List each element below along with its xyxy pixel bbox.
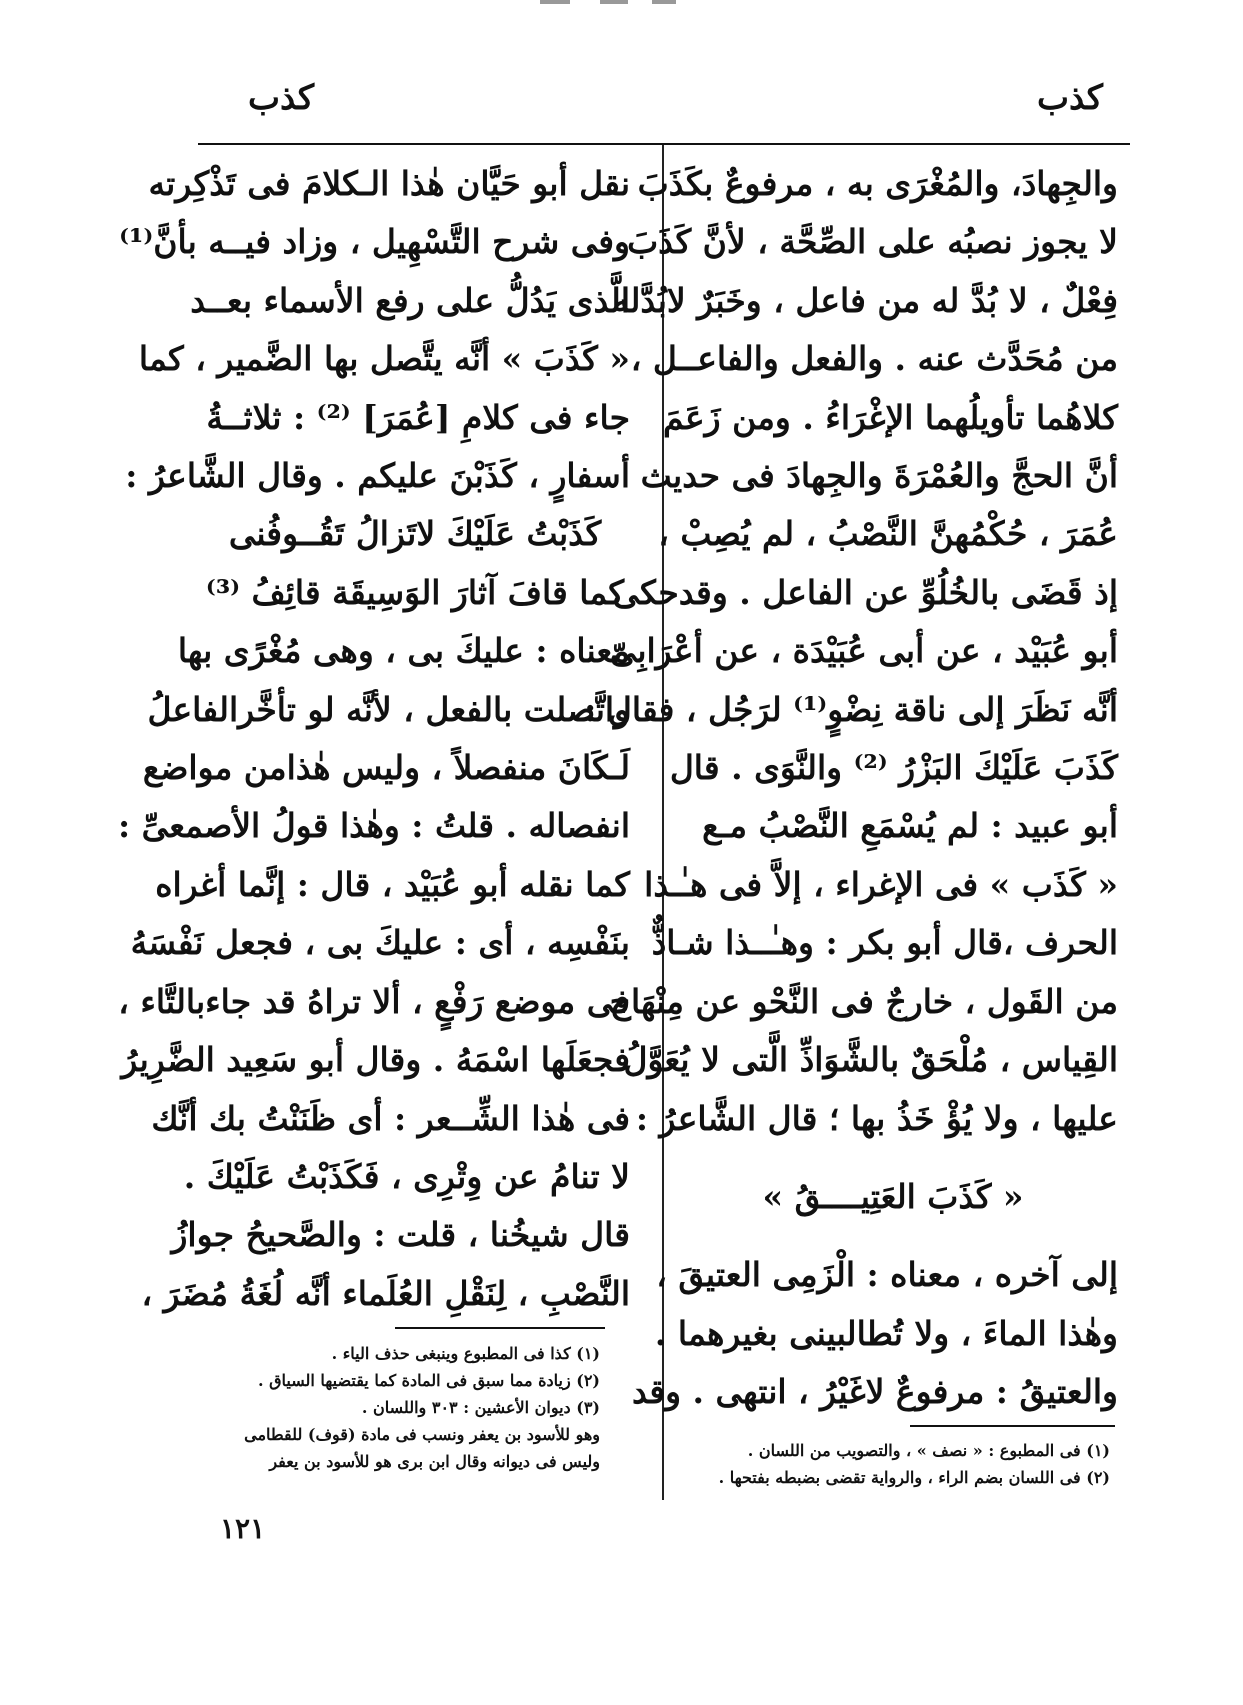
text-line: أنَّه نَظَرَ إلى ناقة نِضْوٍ⁽¹⁾ لرَجُل ، فقال :	[584, 689, 1118, 729]
text-line: بنَفْسِه ، أى : عليكَ بى ، فجعل نَفْسَهُ	[130, 923, 630, 963]
text-line: من القَول ، خارجٌ فى النَّحْو عن مِنْهَاج	[609, 981, 1118, 1021]
text-line: فى موضع رَفْعٍ ، ألا تراهُ قد جاءبالتَّاء ،	[118, 981, 630, 1021]
scan-mark	[540, 0, 570, 4]
text-line: كما نقله أبو عُبَيْد ، قال : إنَّما أغراه	[155, 864, 630, 904]
text-line: النَّصْبِ ، لِنَقْلِ العُلَماء أنَّه لُغَةُ مُضَرَ ،	[141, 1273, 630, 1313]
footnote-rule	[395, 1327, 605, 1329]
right-column	[584, 155, 1118, 1422]
verse-line: كما قافَ آثارَ الوَسِيقَة قائِفُ ⁽³⁾	[205, 572, 625, 612]
text-line: أنَّ الحجَّ والعُمْرَةَ والجِهادَ فى حديث	[640, 456, 1118, 496]
text-line: كلاهُما تأويلُهما الإغْرَاءُ . ومن زَعَمَ	[663, 397, 1118, 437]
text-line: إلى آخره ، معناه : الْزَمِى العتيقَ ،	[656, 1255, 1118, 1295]
text-line: « كَذَب » فى الإغراء ، إلاَّ فى هـٰـذا	[644, 864, 1118, 904]
text-line: وفى شرح التَّسْهِيل ، وزاد فيــه بأنَّ⁽¹⁾	[119, 222, 630, 262]
footnote: وليس فى ديوانه وقال ابن برى هو للأسود بن يعفر	[269, 1452, 600, 1471]
footnotes-left	[180, 1340, 600, 1475]
text-line: كَذَبَ عَلَيْكَ البَزْرُ ⁽²⁾ والنَّوَى . قال	[669, 748, 1118, 788]
footnote: وهو للأسود بن يعفر ونسب فى مادة (قوف) للقطامى	[244, 1425, 600, 1444]
text-line: قال شيخُنا ، قلت : والصَّحيحُ جوازُ	[171, 1215, 630, 1255]
footnote: (١) كذا فى المطبوع وينبغى حذف الياء .	[331, 1344, 600, 1363]
footnote: (١) فى المطبوع : « نصف » ، والتصويب من اللسان .	[747, 1441, 1110, 1460]
text-line: إذ قَضَى بالخُلُوِّ عن الفاعل . وقدحكى	[612, 572, 1118, 612]
running-head-left: كذب	[248, 78, 315, 118]
text-line: فِعْلٌ ، لا بُدَّ له من فاعل ، وخَبَرٌ لابُدَّله	[612, 280, 1118, 320]
text-line: نقل أبو حَيَّان هٰذا الـكلامَ فى تَذْكِرته	[148, 164, 630, 203]
footnote-rule	[910, 1425, 1115, 1427]
left-column	[118, 155, 630, 1323]
header-rule	[198, 143, 1130, 145]
footnotes-right	[700, 1437, 1110, 1491]
text-line: الحرف ،قال أبو بكر : وهـٰــذا شـاذٌّ	[651, 923, 1118, 963]
text-line: لا تنامُ عن وِتْرِى ، فَكَذَبْتُ عَلَيْكَ .	[183, 1156, 630, 1196]
text-line: من مُحَدَّث عنه . والفعل والفاعــل ،	[630, 339, 1118, 379]
text-line: واتَّصلت بالفعل ، لأنَّه لو تأخَّرالفاعلُ	[147, 689, 630, 729]
verse-line: « كَذَبَ العَتِيــــقُ »	[762, 1176, 1024, 1216]
text-line: عليها ، ولا يُؤْ خَذُ بها ؛ قال الشَّاعرُ :	[635, 1098, 1118, 1138]
text-line: القِياس ، مُلْحَقٌ بالشَّوَاذِّ الَّتى لا يُعَوَّلُ	[623, 1040, 1118, 1080]
text-line: لَـكَانَ منفصلاً ، وليس هٰذامن مواضع	[142, 748, 630, 788]
scan-mark	[652, 0, 676, 4]
text-line: أبو عُبَيْد ، عن أبى عُبَيْدَة ، عن أعْرَابِىّ	[609, 631, 1118, 671]
footnote: (٢) زيادة مما سبق فى المادة كما يقتضيها السياق .	[258, 1371, 600, 1390]
text-line: الَّذى يَدُلُّ على رفع الأسماء بعــد	[190, 280, 630, 320]
page-number: ١٢١	[220, 1512, 266, 1545]
footnote: (٣) ديوان الأعشين : ٣٠٣ واللسان .	[361, 1398, 600, 1417]
text-line: انفصاله . قلتُ : وهٰذا قولُ الأصمعىِّ :	[118, 806, 630, 846]
text-line: لا يجوز نصبُه على الصِّحَّة ، لأنَّ كَذَبَ	[627, 222, 1118, 262]
running-head-right: كذب	[1036, 78, 1103, 118]
text-line: معناه : عليكَ بى ، وهى مُغْرًى بها	[177, 631, 630, 671]
text-line: فى هٰذا الشِّــعر : أى ظَنَنْتُ بك أنَّك	[151, 1098, 630, 1138]
text-line: عُمَرَ ، حُكْمُهنَّ النَّصْبُ ، لم يُصِبْ ،	[658, 514, 1118, 554]
text-line: وهٰذا الماءَ ، ولا تُطالبينى بغيرهما .	[654, 1313, 1118, 1353]
text-line: أسفارٍ ، كَذَبْنَ عليكم . وقال الشَّاعرُ :	[125, 456, 630, 496]
text-line: أبو عبيد : لم يُسْمَعِ النَّصْبُ مـع	[702, 806, 1118, 846]
footnote: (٢) فى اللسان بضم الراء ، والرواية تقضى بضبطه بفتحها .	[718, 1468, 1110, 1487]
text-line: والعتيقُ : مرفوعٌ لاغَيْرُ ، انتهى . وقد	[632, 1372, 1118, 1412]
text-line: والجِهادَ، والمُغْرَى به ، مرفوعٌ بكَذَبَ	[637, 164, 1118, 203]
verse-line: كَذَبْتُ عَلَيْكَ لاتَزالُ تَقُــوفُنى	[228, 514, 602, 554]
text-line: جاء فى كلامِ [عُمَرَ] ⁽²⁾ : ثلاثــةُ	[206, 397, 630, 437]
scan-mark	[600, 0, 628, 4]
text-line: « كَذَبَ » أنَّه يتَّصل بها الضَّمير ، كما	[138, 339, 630, 379]
text-line: فجعَلَها اسْمَهُ . وقال أبو سَعِيد الضَّرِيرُ	[121, 1040, 630, 1080]
